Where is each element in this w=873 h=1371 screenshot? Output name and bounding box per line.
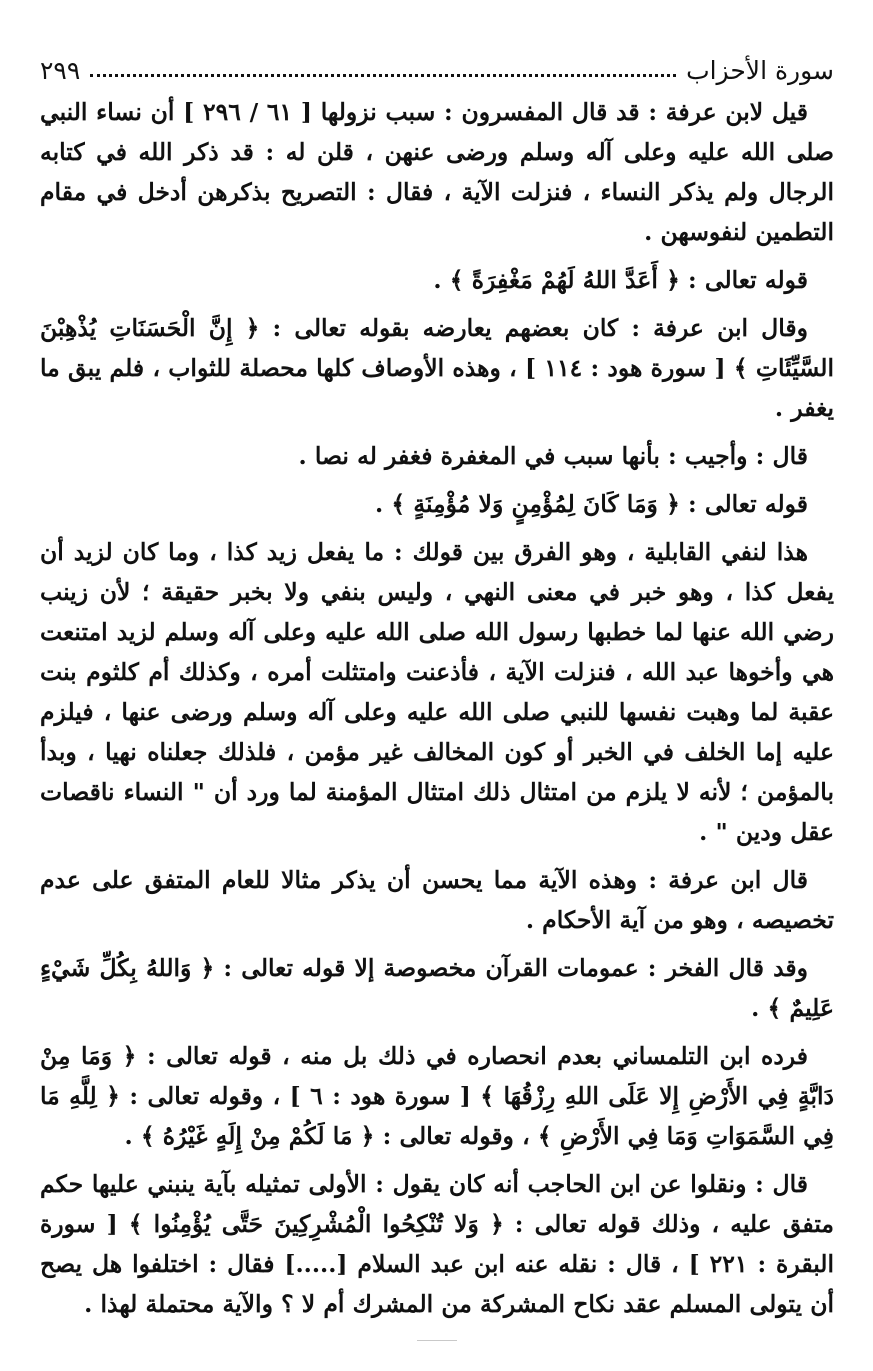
- paragraph-fakhr-quote: وقد قال الفخر : عمومات القرآن مخصوصة إلا قوله تعالى : ﴿ وَاللهُ بِكُلِّ شَيْءٍ عَلِيمٌ ﴾ .: [40, 954, 834, 1022]
- page-body: [40, 92, 834, 1324]
- paragraph-ibn-hajib: قال : ونقلوا عن ابن الحاجب أنه كان يقول : الأولى تمثيله بآية ينبني عليها حكم متفق عليه ، وذلك قوله تعالى : ﴿ وَلا تُنْكِحُوا الْمُشْرِكِينَ حَتَّى يُؤْمِنُوا ﴾ [ سورة البقرة : ٢٢١ ] ، قال : نقله عنه ابن عبد السلام [.....] فقال : اختلفوا هل يصح أن يتولى المسلم عقد نكاح المشركة من المشرك أم لا ؟ والآية محتملة لهذا .: [40, 1170, 834, 1318]
- paragraph-negation-explanation: هذا لنفي القابلية ، وهو الفرق بين قولك : ما يفعل زيد كذا ، وما كان لزيد أن يفعل كذا ، وهو خبر في معنى النهي ، وليس بنفي ولا بخبر حقيقة ؛ لأن زينب رضي الله عنها لما خطبها رسول الله صلى الله عليه وعلى آله وسلم لزيد امتنعت هي وأخوها عبد الله ، فنزلت الآية ، فأذعنت وامتثلت أمره ، وكذلك أم كلثوم بنت عقبة لما وهبت نفسها للنبي صلى الله عليه وعلى آله وسلم ورضى عنها ، فيلزم عليه إما الخلف في الخبر أو كون المخالف غير مؤمن ، فلذلك جعلناه نهيا ، وبدأ بالمؤمن ؛ لأنه لا يلزم من امتثال ذلك امتثال المؤمنة لما ورد أن " النساء ناقصات عقل ودين " .: [40, 538, 834, 846]
- page-footer-smudge: [417, 1340, 457, 1341]
- book-page: [40, 52, 834, 1332]
- page-number: ٢٩٩: [40, 56, 81, 85]
- paragraph-verse-mumin: قوله تعالى : ﴿ وَمَا كَانَ لِمُؤْمِنٍ وَلا مُؤْمِنَةٍ ﴾ .: [375, 490, 808, 518]
- paragraph-general-unspecified: قال ابن عرفة : وهذه الآية مما يحسن أن يذكر مثالا للعام المتفق على عدم تخصيصه ، وهو من آية الأحكام .: [40, 866, 834, 934]
- paragraph-hasanat-objection: وقال ابن عرفة : كان بعضهم يعارضه بقوله تعالى : ﴿ إِنَّ الْحَسَنَاتِ يُذْهِبْنَ السَّيِّئَاتِ ﴾ [ سورة هود : ١١٤ ] ، وهذه الأوصاف كلها محصلة للثواب ، فلم يبق ما يغفر .: [40, 314, 834, 422]
- paragraph-ibn-arafa-revelation-cause: قيل لابن عرفة : قد قال المفسرون : سبب نزولها [ ٦١ / ٢٩٦ ] أن نساء النبي صلى الله عليه وعلى آله وسلم ورضى عنهن ، قلن له : قد ذكر الله في كتابه الرجال ولم يذكر النساء ، فنزلت الآية ، فقال : التصريح بذكرهن أدخل في مقام التطمين لنفوسهن .: [40, 98, 834, 246]
- paragraph-answer: قال : وأجيب : بأنها سبب في المغفرة فغفر له نصا .: [298, 442, 808, 470]
- dotted-leader: [90, 74, 676, 77]
- paragraph-verse-maghfira: قوله تعالى : ﴿ أَعَدَّ اللهُ لَهُمْ مَغْفِرَةً ﴾ .: [433, 266, 808, 294]
- running-header: [40, 52, 834, 86]
- paragraph-tilimsani-reply: فرده ابن التلمساني بعدم انحصاره في ذلك بل منه ، قوله تعالى : ﴿ وَمَا مِنْ دَابَّةٍ فِي الأَرْضِ إِلا عَلَى اللهِ رِزْقُهَا ﴾ [ سورة هود : ٦ ] ، وقوله تعالى : ﴿ لِلَّهِ مَا فِي السَّمَوَاتِ وَمَا فِي الأَرْضِ ﴾ ، وقوله تعالى : ﴿ مَا لَكُمْ مِنْ إِلَهٍ غَيْرُهُ ﴾ .: [40, 1042, 835, 1150]
- surah-title: سورة الأحزاب: [686, 56, 834, 85]
